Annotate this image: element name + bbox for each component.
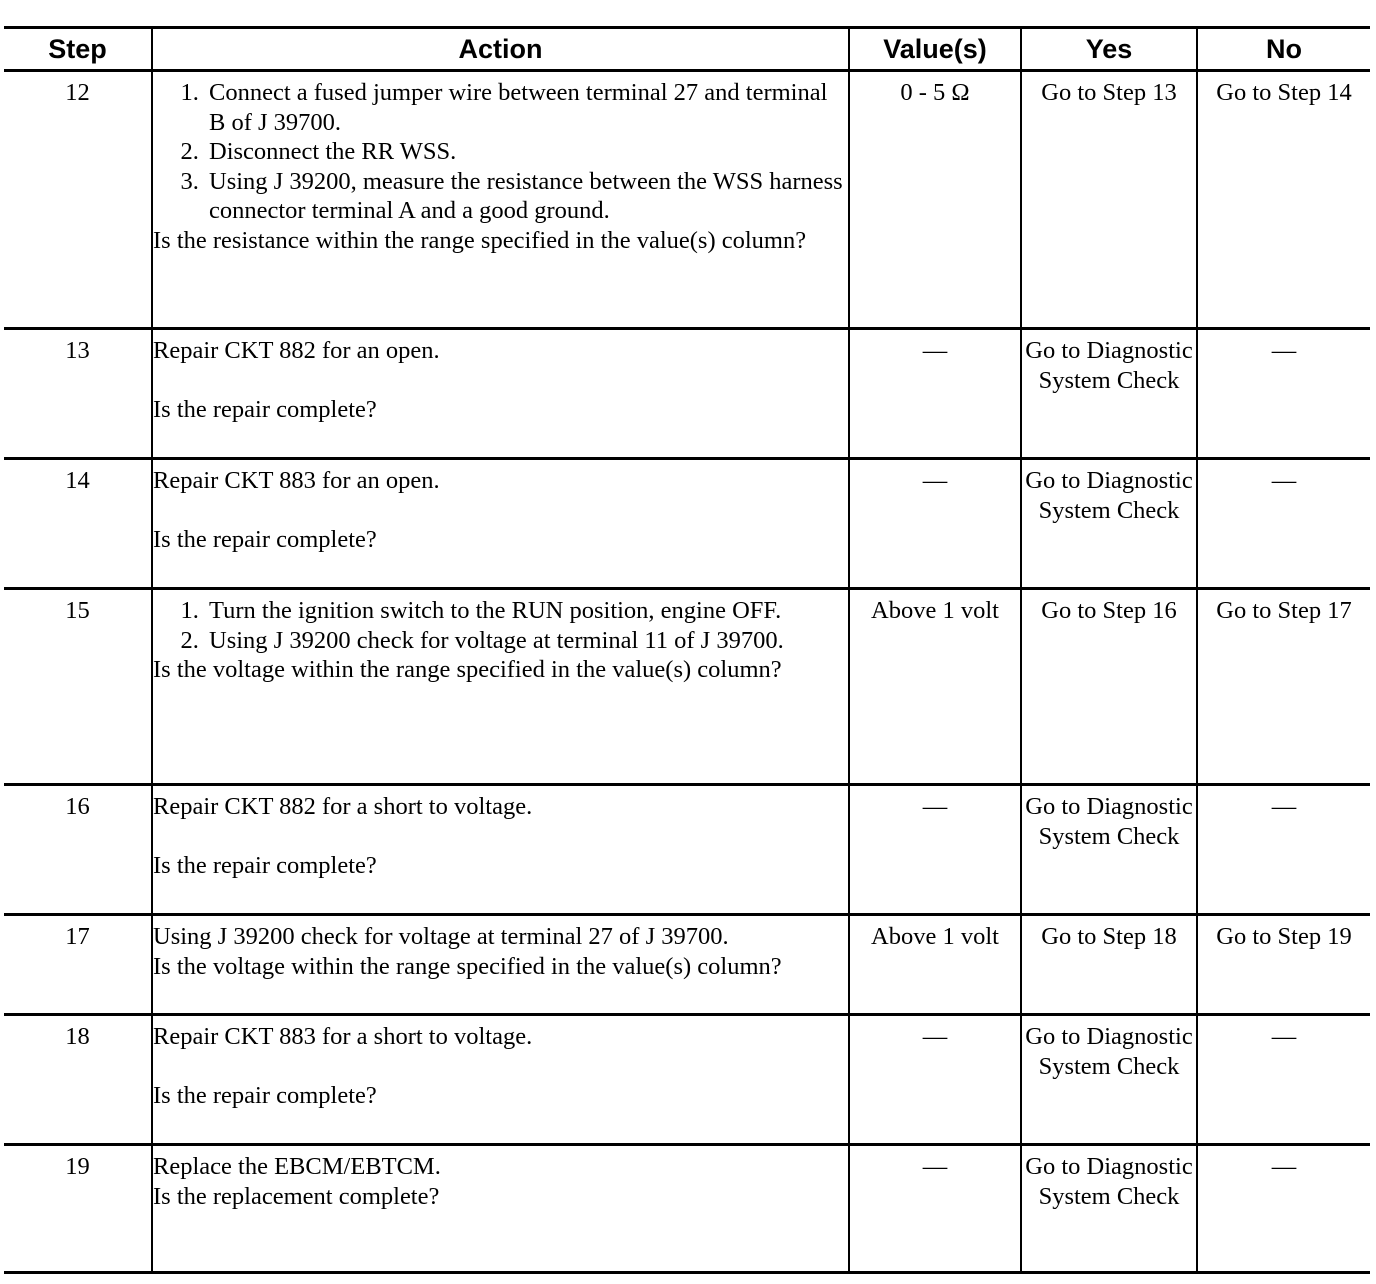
step-number: 15: [4, 589, 152, 785]
action-cell: [152, 785, 849, 915]
yes-cell: Go to Step 16: [1021, 589, 1197, 785]
value-cell: —: [849, 1145, 1021, 1273]
action-question: Is the repair complete?: [153, 1081, 377, 1109]
action-step: 1. Turn the ignition switch to the RUN position, engine OFF.: [205, 596, 848, 626]
no-cell: —: [1197, 785, 1370, 915]
action-question: Is the resistance within the range specified in the value(s) column?: [153, 226, 807, 254]
action-cell: [152, 71, 849, 329]
step-number: 16: [4, 785, 152, 915]
no-cell: —: [1197, 329, 1370, 459]
action-cell: [152, 1145, 849, 1273]
value-cell: —: [849, 459, 1021, 589]
table-row: [4, 915, 1370, 1015]
action-cell: [152, 589, 849, 785]
yes-cell: Go to Diagnostic System Check: [1021, 785, 1197, 915]
table-row: [4, 1145, 1370, 1273]
action-steps: [153, 596, 848, 655]
no-cell: —: [1197, 1145, 1370, 1273]
action-question: Is the repair complete?: [153, 851, 377, 879]
step-number: 19: [4, 1145, 152, 1273]
header-step: Step: [4, 28, 152, 71]
table-row: [4, 589, 1370, 785]
header-no: No: [1197, 28, 1370, 71]
action-step: 3. Using J 39200, measure the resistance between the WSS harness connector terminal A and a good ground.: [205, 167, 848, 226]
table-row: [4, 459, 1370, 589]
header-action: Action: [152, 28, 849, 71]
diagnostic-table: [4, 26, 1370, 1274]
action-cell: [152, 915, 849, 1015]
action-text: Replace the EBCM/EBTCM.: [153, 1153, 441, 1180]
step-number: 17: [4, 915, 152, 1015]
no-cell: —: [1197, 459, 1370, 589]
header-row: [4, 28, 1370, 71]
action-text: Repair CKT 882 for a short to voltage.: [153, 793, 533, 820]
action-cell: [152, 1015, 849, 1145]
yes-cell: Go to Diagnostic System Check: [1021, 1015, 1197, 1145]
action-text: Repair CKT 883 for a short to voltage.: [153, 1023, 533, 1050]
step-number: 18: [4, 1015, 152, 1145]
value-cell: —: [849, 785, 1021, 915]
value-cell: 0 - 5 Ω: [849, 71, 1021, 329]
action-cell: [152, 329, 849, 459]
yes-cell: Go to Diagnostic System Check: [1021, 329, 1197, 459]
action-question: Is the repair complete?: [153, 395, 377, 423]
table-row: [4, 785, 1370, 915]
step-number: 12: [4, 71, 152, 329]
yes-cell: Go to Step 13: [1021, 71, 1197, 329]
table-row: [4, 71, 1370, 329]
action-text: Using J 39200 check for voltage at terminal 27 of J 39700.: [153, 923, 729, 950]
action-question: Is the repair complete?: [153, 525, 377, 553]
step-number: 13: [4, 329, 152, 459]
action-step: 2. Disconnect the RR WSS.: [205, 137, 848, 167]
action-text: Repair CKT 883 for an open.: [153, 467, 440, 494]
no-cell: Go to Step 14: [1197, 71, 1370, 329]
action-steps: [153, 78, 848, 226]
action-text: Repair CKT 882 for an open.: [153, 337, 440, 364]
value-cell: Above 1 volt: [849, 915, 1021, 1015]
yes-cell: Go to Diagnostic System Check: [1021, 459, 1197, 589]
value-cell: —: [849, 1015, 1021, 1145]
value-cell: Above 1 volt: [849, 589, 1021, 785]
no-cell: Go to Step 17: [1197, 589, 1370, 785]
table-row: [4, 1015, 1370, 1145]
action-step: 1. Connect a fused jumper wire between terminal 27 and terminal B of J 39700.: [205, 78, 848, 137]
header-yes: Yes: [1021, 28, 1197, 71]
value-cell: —: [849, 329, 1021, 459]
no-cell: Go to Step 19: [1197, 915, 1370, 1015]
action-step: 2. Using J 39200 check for voltage at terminal 11 of J 39700.: [205, 626, 848, 656]
no-cell: —: [1197, 1015, 1370, 1145]
header-value: Value(s): [849, 28, 1021, 71]
action-question: Is the voltage within the range specified in the value(s) column?: [153, 952, 782, 980]
yes-cell: Go to Diagnostic System Check: [1021, 1145, 1197, 1273]
step-number: 14: [4, 459, 152, 589]
action-cell: [152, 459, 849, 589]
action-question: Is the replacement complete?: [153, 1182, 440, 1210]
action-question: Is the voltage within the range specified in the value(s) column?: [153, 656, 782, 683]
table-row: [4, 329, 1370, 459]
yes-cell: Go to Step 18: [1021, 915, 1197, 1015]
